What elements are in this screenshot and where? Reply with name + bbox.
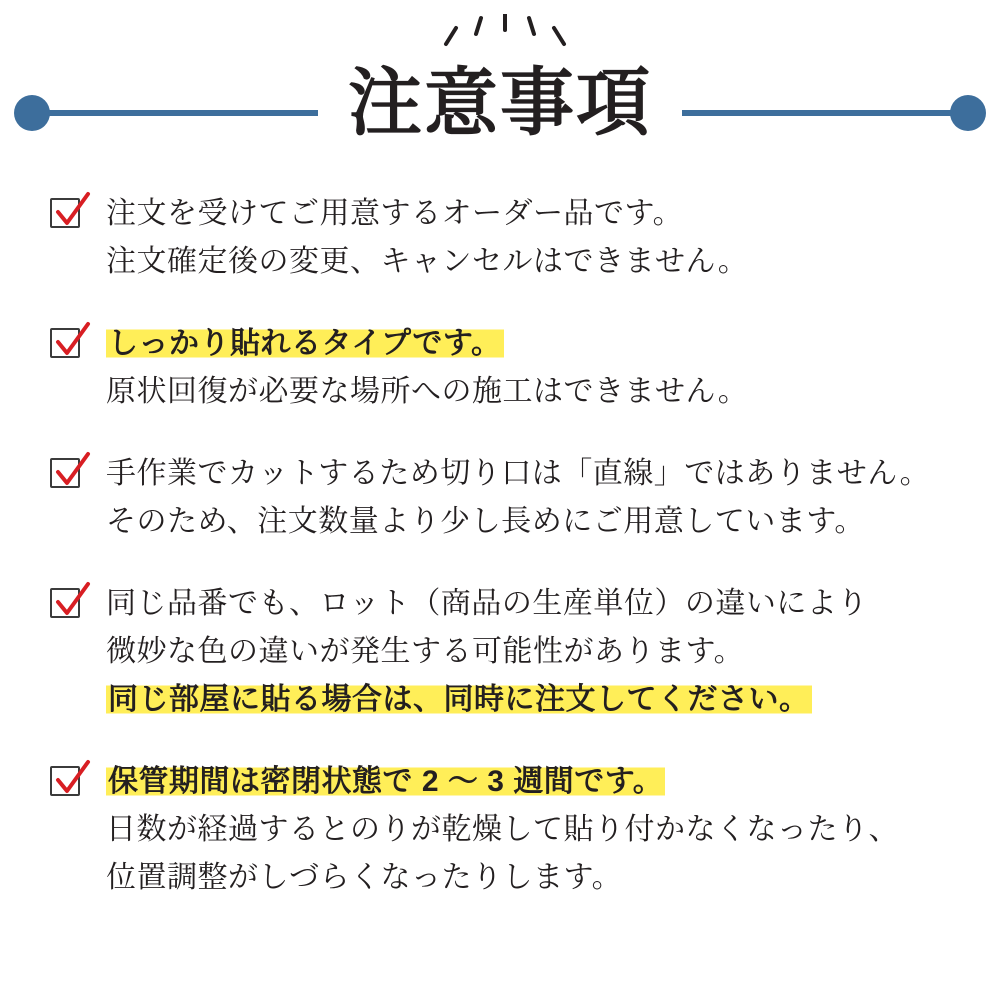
list-item-line: 注文を受けてご用意するオーダー品です。 <box>106 197 684 230</box>
checked-checkbox-icon <box>50 762 88 800</box>
list-item-line-highlighted: 同じ部屋に貼る場合は、同時に注文してください。 <box>108 683 810 716</box>
list-item <box>50 758 970 902</box>
checked-checkbox-icon <box>50 584 88 622</box>
list-item-line-highlighted: 保管期間は密閉状態で 2 ～ 3 週間です。 <box>108 765 664 798</box>
list-item <box>50 450 970 546</box>
list-item <box>50 320 970 416</box>
page-header <box>0 0 1000 180</box>
list-item-line: 位置調整がしづらくなったりします。 <box>106 861 623 894</box>
checked-checkbox-icon <box>50 324 88 362</box>
sparkle-lines-icon <box>440 14 570 62</box>
notice-list <box>50 190 970 936</box>
list-item <box>50 580 970 724</box>
checked-checkbox-icon <box>50 194 88 232</box>
list-item-line: そのため、注文数量より少し長めにご用意しています。 <box>106 505 865 538</box>
list-item-line-highlighted: しっかり貼れるタイプです。 <box>108 327 502 360</box>
list-item <box>50 190 970 286</box>
list-item-line: 原状回復が必要な場所への施工はできません。 <box>106 375 749 408</box>
list-item-text <box>106 580 970 724</box>
list-item-text <box>106 758 970 902</box>
checked-checkbox-icon <box>50 454 88 492</box>
page-title: 注意事項 <box>348 61 652 144</box>
list-item-text <box>106 450 970 546</box>
list-item-line: 日数が経過するとのりが乾燥して貼り付かなくなったり、 <box>106 813 899 846</box>
list-item-line: 同じ品番でも、ロット（商品の生産単位）の違いにより <box>106 587 868 620</box>
list-item-line: 手作業でカットするため切り口は「直線」ではありません。 <box>106 457 931 490</box>
list-item-line: 注文確定後の変更、キャンセルはできません。 <box>106 245 749 278</box>
list-item-line: 微妙な色の違いが発生する可能性があります。 <box>106 635 745 668</box>
header-rule-right <box>682 110 982 116</box>
decorative-dot-right <box>950 95 986 131</box>
list-item-text <box>106 190 970 286</box>
list-item-text <box>106 320 970 416</box>
